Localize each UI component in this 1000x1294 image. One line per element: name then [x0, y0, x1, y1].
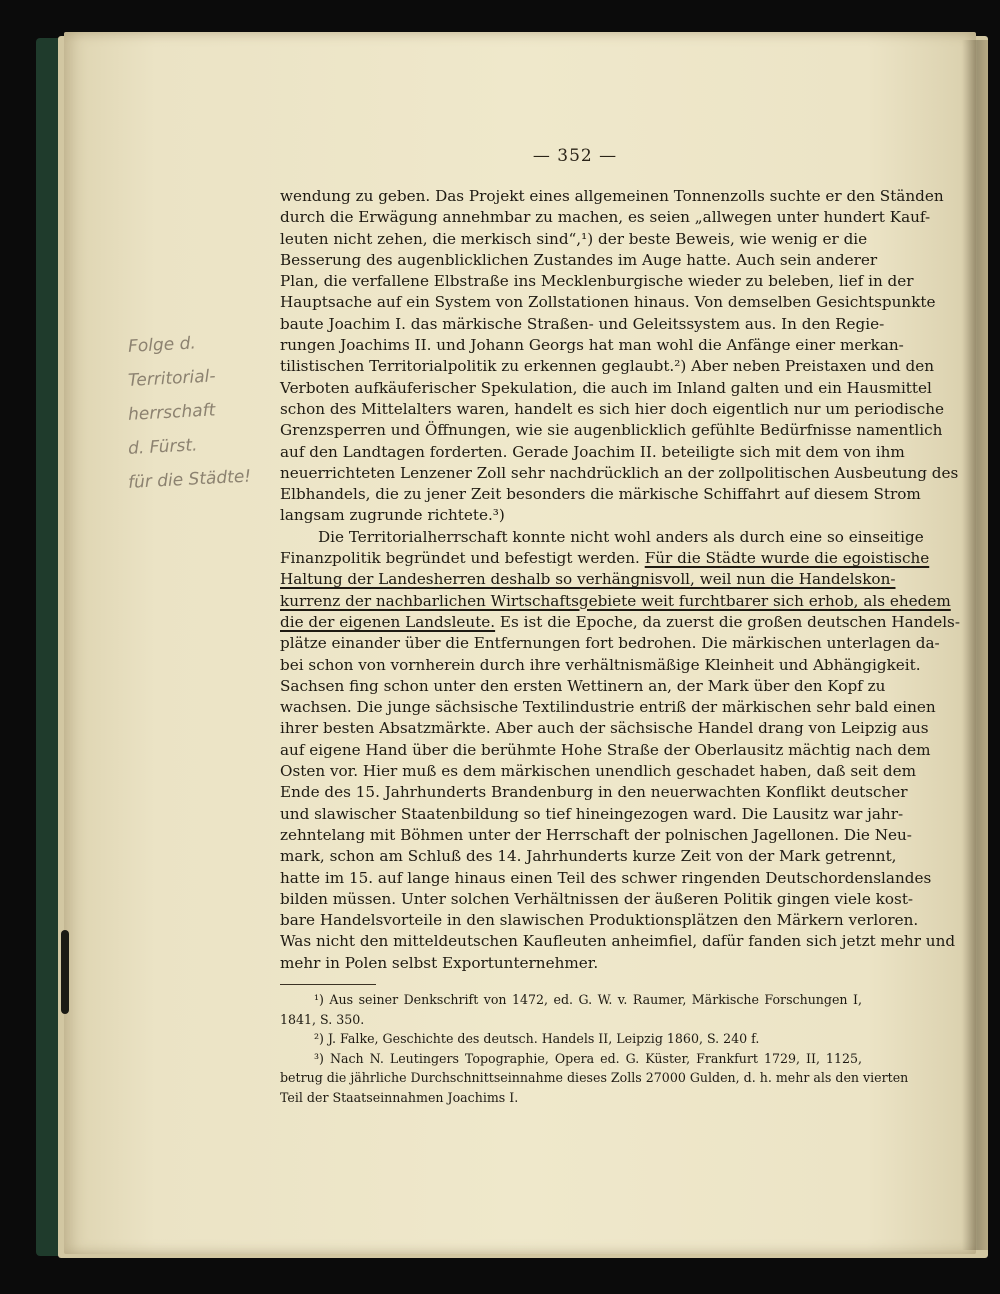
spine-shadow	[962, 40, 988, 1250]
text-line	[280, 548, 930, 569]
margin-note-line: Territorial-	[127, 366, 217, 391]
text-line: mark, schon am Schluß des 14. Jahrhunderts kurze Zeit von der Mark getrennt,	[280, 847, 897, 866]
page-tear-mark	[61, 930, 69, 1014]
text-line: wachsen. Die junge sächsische Textilindustrie entriß der märkischen sehr bald einen	[280, 698, 936, 717]
margin-note-line: für die Städte!	[127, 466, 252, 493]
text-line: bilden müssen. Unter solchen Verhältnissen der äußeren Politik gingen viele kost-	[280, 889, 914, 908]
footnotes	[280, 990, 909, 1108]
margin-note-line: Folge d.	[127, 333, 197, 357]
text-line: leuten nicht zehen, die merkisch sind“,¹) der beste Beweis, wie wenig er die	[280, 229, 868, 248]
footnote-divider	[280, 984, 376, 985]
footnote-line: betrug die jährliche Durchschnittseinnahme dieses Zolls 27000 Gulden, d. h. mehr als den vierten	[280, 1070, 909, 1086]
text-line: Besserung des augenblicklichen Zustandes im Auge hatte. Auch sein anderer	[280, 250, 878, 269]
text-line: bei schon von vornherein durch ihre verhältnismäßige Kleinheit und Abhängigkeit.	[280, 655, 921, 674]
text-line: Sachsen fing schon unter den ersten Wettinern an, der Mark über den Kopf zu	[280, 676, 886, 695]
footnote-line: Teil der Staatseinnahmen Joachims I.	[280, 1089, 519, 1105]
text-line: wendung zu geben. Das Projekt eines allgemeinen Tonnenzolls suchte er den Ständen	[280, 187, 944, 205]
text-line: Was nicht den mitteldeutschen Kaufleuten anheimfiel, dafür fanden sich jetzt mehr und	[280, 932, 956, 951]
text-line: neuerrichteten Lenzener Zoll sehr nachdrücklich an der zollpolitischen Ausbeutung des	[280, 463, 959, 482]
text-line: durch die Erwägung annehmbar zu machen, es seien „allwegen unter hundert Kauf-	[280, 208, 931, 227]
text-line: mehr in Polen selbst Exportunternehmer.	[280, 953, 599, 972]
underlined-text: Für die Städte wurde die egoistische	[644, 549, 930, 568]
margin-note-line: herrschaft	[127, 400, 216, 425]
footnote-line: ³) Nach N. Leutingers Topographie, Opera ed. G. Küster, Frankfurt 1729, II, 1125,	[314, 1050, 862, 1066]
footnote-line: ¹) Aus seiner Denkschrift von 1472, ed. G. W. v. Raumer, Märkische Forschungen I,	[314, 992, 862, 1007]
text-line: Elbhandels, die zu jener Zeit besonders die märkische Schiffahrt auf diesem Strom	[280, 485, 921, 504]
underlined-text: kurrenz der nachbarlichen Wirtschaftsgebiete weit furchtbarer sich erhob, als ehedem	[280, 591, 951, 610]
text-line: ihrer besten Absatzmärkte. Aber auch der sächsische Handel drang von Leipzig aus	[280, 719, 929, 738]
text-line: auf eigene Hand über die berühmte Hohe Straße der Oberlausitz mächtig nach dem	[280, 740, 931, 759]
text-line: rungen Joachims II. und Johann Georgs hat man wohl die Anfänge einer merkan-	[280, 336, 904, 355]
text-line	[280, 612, 960, 633]
text-line: Osten vor. Hier muß es dem märkischen unendlich geschadet haben, daß seit dem	[280, 762, 917, 781]
text-segment: Finanzpolitik begründet und befestigt werden.	[280, 549, 645, 568]
text-line: Verboten aufkäuferischer Spekulation, die auch im Inland galten und ein Hausmittel	[280, 378, 932, 397]
text-line: Plan, die verfallene Elbstraße ins Mecklenburgische wieder zu beleben, lief in der	[280, 272, 914, 291]
text-line: schon des Mittelalters waren, handelt es sich hier doch eigentlich nur um periodische	[280, 399, 944, 418]
text-line: zehntelang mit Böhmen unter der Herrschaft der polnischen Jagellonen. Die Neu-	[280, 825, 912, 844]
handwritten-margin-note	[128, 326, 278, 496]
text-line: Grenzsperren und Öffnungen, wie sie augenblicklich gefühlte Bedürfnisse namentlich	[280, 421, 943, 440]
text-line: und slawischer Staatenbildung so tief hineingezogen ward. Die Lausitz war jahr-	[280, 804, 904, 823]
text-line: Ende des 15. Jahrhunderts Brandenburg in den neuerwachten Konflikt deutscher	[280, 783, 908, 802]
text-line: baute Joachim I. das märkische Straßen- und Geleitssystem aus. In den Regie-	[280, 314, 885, 333]
underlined-text: die der eigenen Landsleute.	[280, 612, 496, 631]
text-line: bare Handelsvorteile in den slawischen Produktionsplätzen den Märkern verloren.	[280, 911, 919, 930]
text-line: Hauptsache auf ein System von Zollstationen hinaus. Von demselben Gesichtspunkte	[280, 293, 936, 312]
page-number: — 352 —	[532, 146, 618, 166]
text-line: hatte im 15. auf lange hinaus einen Teil des schwer ringenden Deutschordenslandes	[280, 868, 932, 887]
text-line: plätze einander über die Entfernungen fort bedrohen. Die märkischen unterlagen da-	[280, 634, 940, 653]
text-line: langsam zugrunde richtete.³)	[280, 506, 505, 525]
footnote-line: ²) J. Falke, Geschichte des deutsch. Handels II, Leipzig 1860, S. 240 f.	[314, 1031, 760, 1047]
text-segment: Es ist die Epoche, da zuerst die großen deutschen Handels-	[495, 612, 960, 631]
underlined-text: Haltung der Landesherren deshalb so verhängnisvoll, weil nun die Handelskon-	[280, 570, 896, 589]
text-line: tilistischen Territorialpolitik zu erkennen geglaubt.²) Aber neben Preistaxen und den	[280, 357, 934, 376]
footnote-line: 1841, S. 350.	[280, 1011, 365, 1027]
margin-note-line: d. Fürst.	[127, 435, 198, 459]
body-text	[280, 186, 960, 974]
text-line: auf den Landtagen forderten. Gerade Joachim II. beteiligte sich mit dem von ihm	[280, 442, 905, 461]
paragraph-start-line: Die Territorialherrschaft konnte nicht wohl anders als durch eine so einseitige	[318, 527, 924, 546]
